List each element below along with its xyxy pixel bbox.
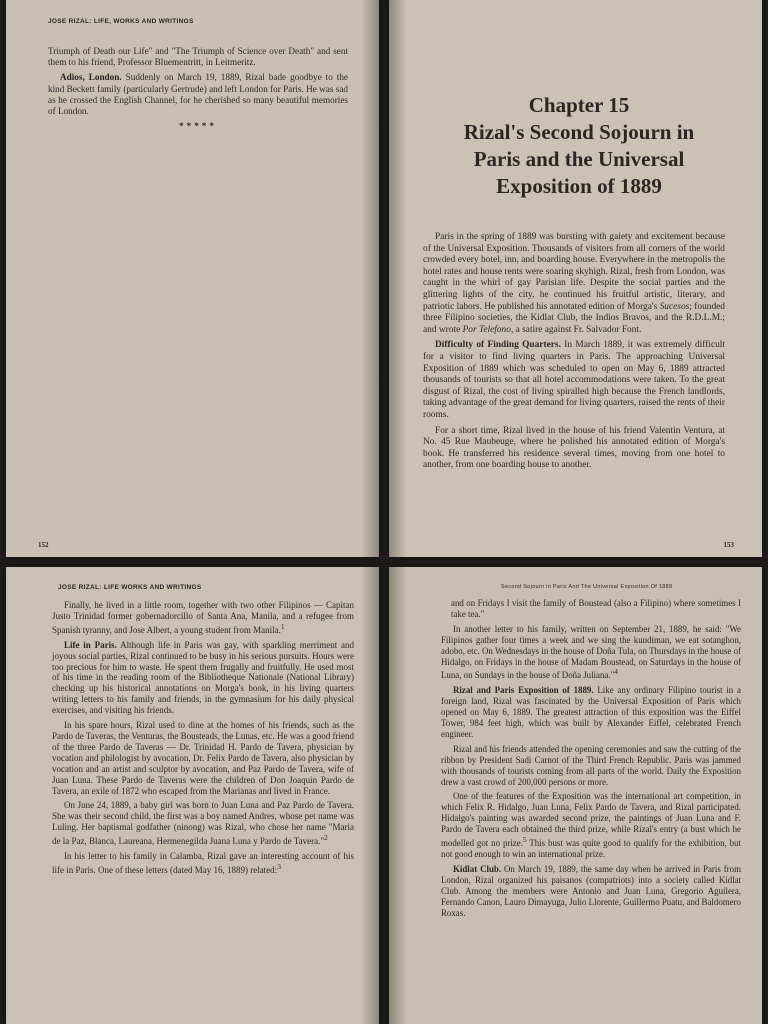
paragraph: [52, 600, 354, 636]
paragraph: In his spare hours, Rizal used to dine at the homes of his friends, such as the Pardo de Taveras, the Venturas, the Bousteads, the Lunas, etc. He was a good friend of the three Pardo de Taveras — Dr. Trinidad H. Pardo de Tavera, physician by vocation and philologist by avocation, Dr. Felix Pardo de Tavera, also physician by vocation and an artist and sculptor by avocation, and Paz Pardo de Tavera, wife of Juan Luna. These Pardo de Taveras were the children of Don Joaquin Pardo de Tavera, an exile of 1872 who escaped from the Marianas and lived in France.: [52, 720, 354, 796]
page-number: 153: [723, 541, 734, 549]
footnote-marker: 3: [277, 861, 281, 871]
paragraph-text: This bust was quite good to qualify for the exhibition, but not good enough to win an international prize.: [441, 838, 741, 859]
paragraph: [423, 340, 725, 421]
quote-continuation: and on Fridays I visit the family of Boustead (also a Filipino) where sometimes I take tea.": [451, 598, 741, 619]
paragraph: Triumph of Death our Life" and "The Triumph of Science over Death" and sent them to his friend, Professor Bluementritt, in Leitmeritz.: [48, 46, 348, 68]
page-153: [389, 0, 762, 557]
paragraph: For a short time, Rizal lived in the house of his friend Valentin Ventura, at No. 45 Rue Maubeuge, where he polished his annotated edition of Morga's book. He transferred his residence several times, moving from one hotel to another, from one boarding house to another.: [423, 425, 725, 471]
section-heading: Kidlat Club.: [453, 863, 502, 874]
gutter-shadow: [361, 567, 379, 1024]
section-heading: Rizal and Paris Exposition of 1889.: [453, 685, 594, 696]
paragraph-text: Finally, he lived in a little room, together with two other Filipinos — Capitan Justo Trinidad former gobernadorcillo of Santa Ana, Manila, and a refugee from Spanish tyranny, and Jose Albert, a young student from Manila.: [52, 600, 354, 635]
paragraph: [441, 791, 741, 859]
running-head: Second Sojourn in Paris And The Universal Exposition Of 1889: [501, 584, 673, 590]
paragraph-text: Although life in Paris was gay, with sparkling merriment and joyous social parties, Rizal continued to be busy in his serious pursuits. Hours were too precious for him to waste. He spent them frugally and fruitfully. He used most of his time in the reading room of the Bibliotheque Nationale (National Library) checking up his historical annotations on Morga's book, in his living quarters writing letters to his family and friends, in the gymnasium for his daily physical exercises, and visiting his friends.: [52, 639, 354, 716]
gutter-shadow: [389, 0, 407, 557]
paragraph: Rizal and his friends attended the opening ceremonies and saw the cutting of the ribbon by President Sadi Carnot of the Third French Republic. Paris was jammed with thousands of tourists coming from all parts of the world. Daily the Exposition drew a vast crowd of 200,000 persons or more.: [441, 743, 741, 787]
italic-title: Sucesos: [659, 301, 690, 312]
paragraph: [441, 685, 741, 740]
footnote-marker: 5: [522, 835, 527, 845]
paragraph: [441, 864, 741, 919]
paragraph-text: In another letter to his family, written on September 21, 1889, he said: "We Filipinos gather four times a week and we sing the kundiman, we eat sotanghon, adobo, etc. On Wednesdays in the house of Doña Tula, on Thursdays in the house of Hidalgo, on Fridays in the house of Madam Boustead, on Saturdays in the house of Luna, on Sundays in the house of Doña Juliana.": [441, 623, 741, 681]
gutter-shadow: [361, 0, 379, 557]
paragraph-text: Paris in the spring of 1889 was bursting with gaiety and excitement because of the Universal Exposition. Thousands of visitors from all corners of the world crowded every hotel, inn, and boarding house. Everywhere in the metropolis the hotel rates and house rents were soaring skyhigh. Rizal, fresh from London, was caught in the whirl of gay Parisian life. Despite the social parties and the glittering lights of the city, he continued his fruitful artistic, literary, and patriotic labors. He published his annotated edition of Morga's: [423, 232, 725, 312]
body-text: [48, 46, 348, 136]
footnote-marker: 1: [280, 621, 285, 631]
paragraph: [52, 640, 354, 716]
chapter-title-line: Exposition of 1889: [496, 174, 662, 198]
page-154: [6, 567, 379, 1024]
chapter-title-line: Rizal's Second Sojourn in: [463, 120, 695, 144]
paragraph: [52, 800, 354, 847]
paragraph-text: In March 1889, it was extremely difficult for a visitor to find living quarters in Paris. The approaching Universal Exposition of 1889 which was scheduled to open on May 6, 1889 attracted thousands of tourists so that all hotel accommodations were taken. To the great disgust of Rizal, the cost of living spiralled high because the French landlords, taking advantage of the great demand for living quarters, raised the rents of their rooms.: [423, 340, 725, 420]
paragraph-text: In his letter to his family in Calamba, Rizal gave an interesting account of his life in Paris. One of these letters (dated May 16, 1889) related:: [52, 851, 354, 875]
paragraph-text: Like any ordinary Filipino tourist in a foreign land, Rizal was fascinated by the Universal Exposition of Paris which opened on May 6, 1889. The greatest attraction of this exposition was the Eiffel Tower, 984 feet high, which was built by Alexander Eiffel, celebrated French engineer.: [441, 685, 741, 739]
paragraph: [52, 851, 354, 876]
footnote-marker: 4: [614, 667, 618, 677]
body-text: [441, 598, 741, 922]
body-text: [52, 600, 354, 880]
body-text: [423, 232, 725, 476]
paragraph-text: On March 19, 1889, the same day when he arrived in Paris from London, Rizal organized his paisanos (compatriots) into a society called Kidlat Club. Among the members were Antonio and Juan Luna, Gregorio Aguilera, Fernando Canon, Lauro Dimayuga, Julio Llorente, Guillermo Puatu, and Baldomero Roxas.: [441, 863, 741, 918]
paragraph: [48, 72, 348, 117]
paragraph-text: On June 24, 1889, a baby girl was born to Juan Luna and Paz Pardo de Tavera. She was their second child, the first was a boy named Andres, whose pet name was Luling. Her baptismal godfather (ninong) was Rizal, who chose her name "Maria de la Paz, Blanca, Laureana, Hermenegilda Juana Luna y Pardo de Tavera.": [52, 800, 354, 847]
gutter-shadow: [389, 567, 407, 1024]
section-heading: Difficulty of Finding Quarters.: [435, 340, 561, 351]
paragraph: [441, 624, 741, 682]
running-head: JOSE RIZAL: LIFE, WORKS AND WRITINGS: [48, 18, 194, 25]
page-155: [389, 567, 762, 1024]
footnote-marker: 2: [324, 833, 328, 843]
page-number: 152: [38, 541, 49, 549]
paragraph-text: Suddenly on March 19, 1889, Rizal bade goodbye to the kind Beckett family (particularly Gertrude) and left London for Paris. He was sad as he crossed the English Channel, for he cherished so many beautiful memories of London.: [48, 72, 348, 117]
page-152: [6, 0, 379, 557]
chapter-number: Chapter 15: [528, 93, 630, 117]
paragraph-text: , a satire against Fr. Salvador Font.: [510, 324, 642, 335]
chapter-title-line: Paris and the Universal: [473, 147, 685, 171]
paragraph: [423, 232, 725, 336]
italic-title: Por Telefono: [462, 324, 511, 335]
running-head: JOSE RIZAL: LIFE WORKS AND WRITINGS: [58, 584, 202, 591]
paragraph-text: One of the features of the Exposition was the international art competition, in which Felix R. Hidalgo, Juan Luna, Felix Pardo de Tavera, and Rizal participated. Hidalgo's painting was awarded second prize, the paintings of Juan Luna and F. Pardo de Tavera each obtained the third prize, while Rizal's entry (a bust which he modelled got no prize.: [441, 791, 741, 849]
paragraph-text: ; founded three Filipino societies, the Kidlat Club, the Indios Bravos, and the R.D.L.M.; and wrote: [423, 301, 725, 335]
section-heading: Life in Paris.: [64, 639, 117, 650]
section-heading: Adios, London.: [60, 72, 122, 83]
chapter-title: [419, 92, 739, 200]
section-divider: *****: [179, 121, 217, 132]
